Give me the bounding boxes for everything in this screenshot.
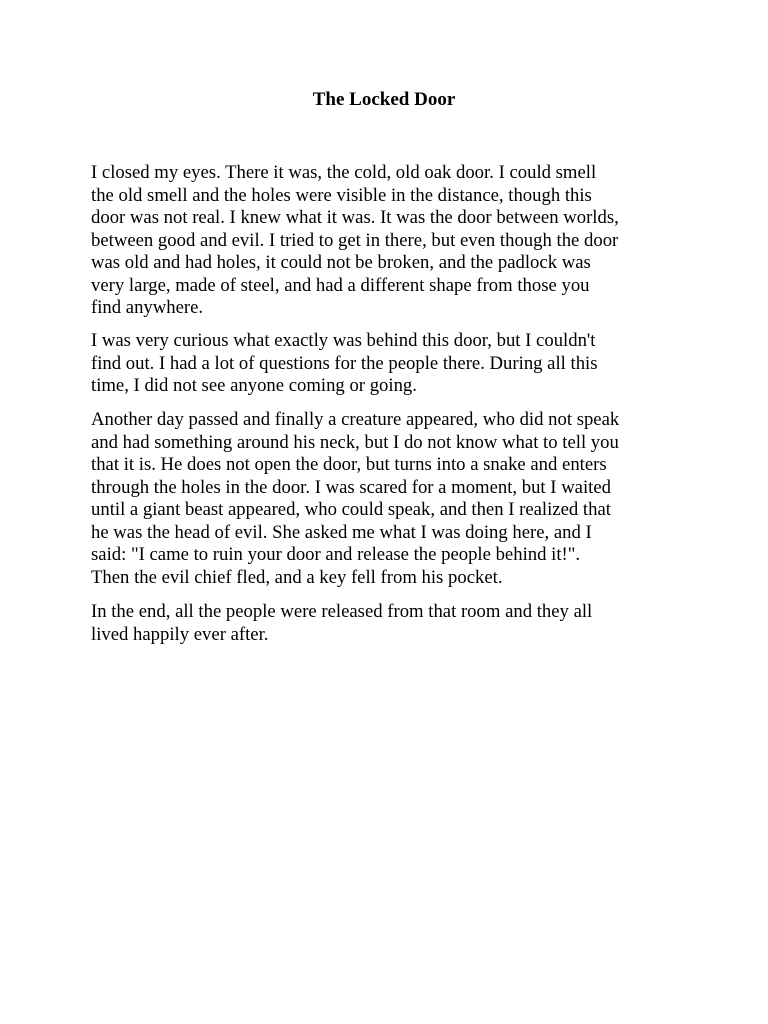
document-title: The Locked Door [312,89,456,110]
paragraph-4: In the end, all the people were released from that room and they all lived happily ever after. [91,601,593,645]
paragraph-3: Another day passed and finally a creature appeared, who did not speak and had something around his neck, but I do not know what to tell you that it is. He does not open the door, but turns into a snake and enters through the holes in the door. I was scared for a moment, but I waited until a giant beast appeared, who could speak, and then I realized that he was the head of evil. She asked me what I was doing here, and I said: "I came to ruin your door and release the people behind it!". Then the evil chief fled, and a key fell from his pocket. [91,409,620,588]
paragraph-1: I closed my eyes. There it was, the cold, old oak door. I could smell the old smell and the holes were visible in the distance, though this door was not real. I knew what it was. It was the door between worlds, between good and evil. I tried to get in there, but even though the door was old and had holes, it could not be broken, and the padlock was very large, made of steel, and had a different shape from those you find anywhere. [91,162,619,318]
paragraph-2: I was very curious what exactly was behind this door, but I couldn't find out. I had a lot of questions for the people there. During all this time, I did not see anyone coming or going. [91,330,598,396]
